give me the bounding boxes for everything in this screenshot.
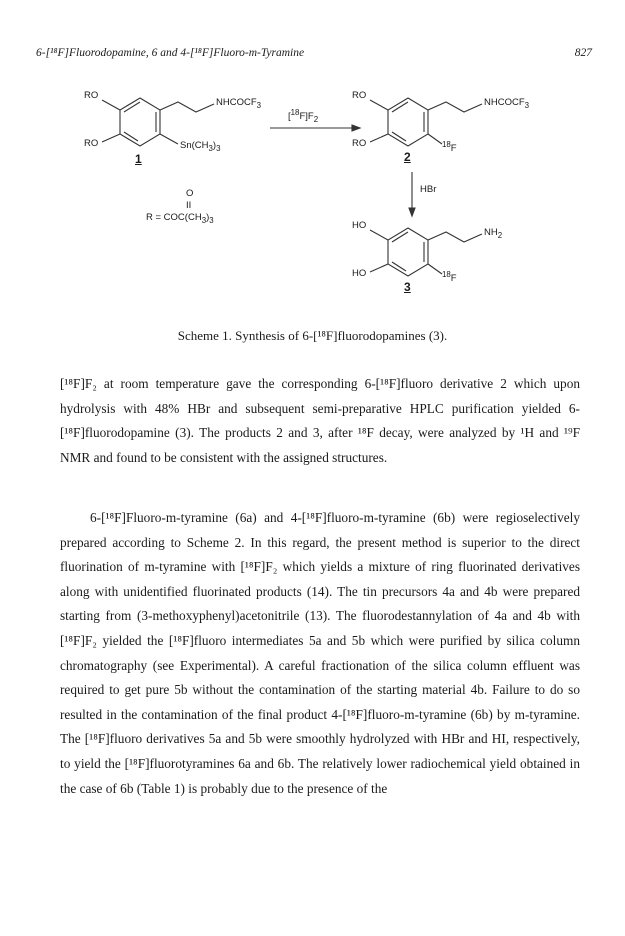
- carbonyl-double-bond: II: [186, 200, 192, 211]
- r-group-definition: $R = COC(CH_3)_3$: [146, 212, 214, 225]
- compound-number-3: 3: [404, 280, 411, 294]
- paragraph-text: [¹⁸F]F₂ at room temperature gave the corresponding 6-[¹⁸F]fluoro derivative 2 which upon hydrolysis with 48% HBr and subsequent semi-preparative HPLC purification yielded 6-[¹⁸F]fluorodopamine (3). The products 2 and 3, after ¹⁸F decay, were analyzed by ¹H and ¹⁹F NMR and found to be consistent with the assigned structures.: [60, 376, 580, 465]
- reagent-f2: $[^{18}F]F_2$: [288, 108, 319, 125]
- benzene-ring-3: [388, 228, 428, 276]
- benzene-ring-2: [388, 98, 428, 146]
- compound-number-1: 1: [135, 152, 142, 166]
- sn-label: $Sn(CH_3)_3$: [180, 140, 221, 153]
- paragraph-text: 6-[¹⁸F]Fluoro-m-tyramine (6a) and 4-[¹⁸F]fluoro-m-tyramine (6b) were regioselectively prepared according to Scheme 2. In this regard, the present method is superior to the direct fluorination of m-tyramine with [¹⁸F]F₂ which yields a mixture of ring fluorinated derivatives along with unidentified fluorinated products (14). The tin precursors 4a and 4b were prepared starting from (3-methoxyphenyl)acetonitrile (13). The fluorodestannylation of 4a and 4b with [¹⁸F]F₂ yielded the [¹⁸F]fluoro intermediates 5a and 5b which were purified by silica column chromatography (see Experimental). A careful fractionation of the silica column effluent was required to get pure 5b without the contamination of the starting material 4b. Failure to do so resulted in the contamination of the final product 4-[¹⁸F]fluoro-m-tyramine (6b) by m-tyramine. The [¹⁸F]fluoro derivatives 5a and 5b were smoothly hydrolyzed with HBr and HI, respectively, to yield the [¹⁸F]fluorotyramines 6a and 6b. The relatively lower radiochemical yield obtained in the case of 6b (Table 1) is probably due to the presence of the: [60, 510, 580, 796]
- nh2-label: $NH_2$: [484, 227, 503, 240]
- reagent-hbr: HBr: [420, 184, 437, 195]
- ro-label: RO: [352, 90, 367, 101]
- ro-label: RO: [84, 90, 99, 101]
- nhcocf3-label: $NHCOCF_3$: [216, 97, 262, 110]
- compound-number-2: 2: [404, 150, 411, 164]
- reaction-scheme: [60, 80, 560, 310]
- nhcocf3-label: $NHCOCF_3$: [484, 97, 530, 110]
- running-title: 6-[¹⁸F]Fluorodopamine, 6 and 4-[¹⁸F]Fluoro-m-Tyramine: [36, 47, 305, 59]
- carbonyl-o: O: [186, 188, 194, 199]
- fluorine-18-label: $^{18}$F: [442, 140, 457, 155]
- running-header: [36, 47, 592, 59]
- body-paragraph-1: [60, 372, 580, 470]
- ho-label: HO: [352, 220, 367, 231]
- body-paragraph-2: [60, 506, 580, 801]
- ho-label: HO: [352, 268, 367, 279]
- fluorine-18-label: $^{18}$F: [442, 270, 457, 285]
- benzene-ring-1: [120, 98, 160, 146]
- scheme-caption: Scheme 1. Synthesis of 6-[¹⁸F]fluorodopamines (3).: [177, 328, 448, 343]
- ro-label: RO: [352, 138, 367, 149]
- ro-label: RO: [84, 138, 99, 149]
- page-number: 827: [574, 47, 592, 59]
